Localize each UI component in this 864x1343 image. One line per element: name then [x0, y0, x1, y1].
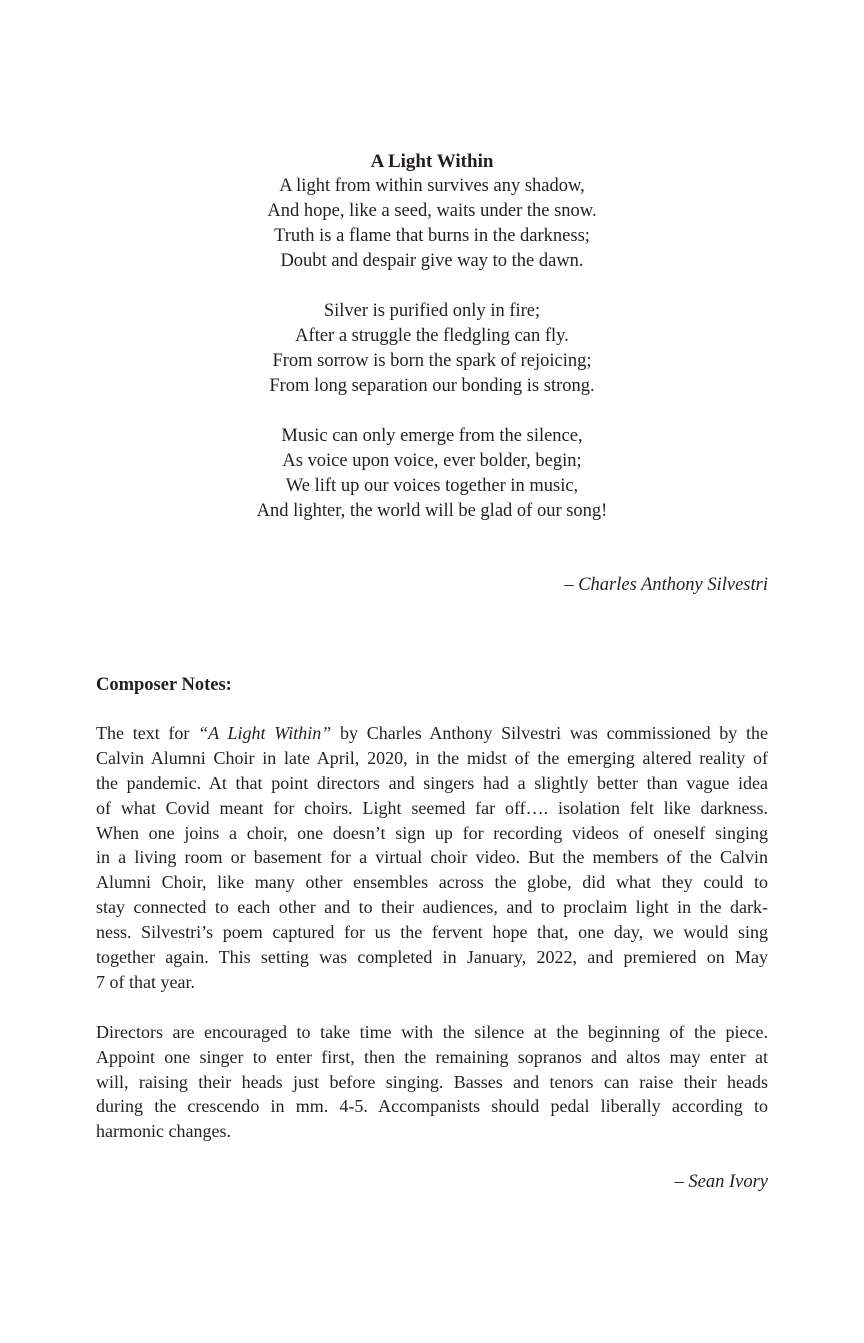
poem-attribution: – Charles Anthony Silvestri [564, 575, 768, 595]
poem-title: A Light Within [370, 151, 494, 172]
notes-paragraph-1 [96, 721, 768, 995]
paragraph-line: When one joins a choir, one doesn’t sign up for recording videos of oneself singing [96, 822, 768, 843]
paragraph-line: harmonic changes. [96, 1121, 231, 1142]
stanza [0, 424, 864, 524]
poem-line: Doubt and despair give way to the dawn. [280, 251, 584, 271]
paragraph-line: 7 of that year. [96, 971, 195, 992]
paragraph-line: Calvin Alumni Choir in late April, 2020, in the midst of the emerging altered reality of [96, 747, 768, 768]
poem [0, 149, 864, 549]
poem-line: From long separation our bonding is strong. [269, 376, 595, 396]
poem-line: And hope, like a seed, waits under the snow. [267, 201, 597, 221]
poem-line: As voice upon voice, ever bolder, begin; [282, 451, 582, 471]
paragraph-line: stay connected to each other and to their audiences, and to proclaim light in the dark- [96, 897, 768, 918]
paragraph-line: Alumni Choir, like many other ensembles across the globe, did what they could to [96, 872, 768, 893]
poem-line: Music can only emerge from the silence, [281, 426, 583, 446]
notes-signature: – Sean Ivory [674, 1172, 768, 1192]
paragraph-line: in a living room or basement for a virtual choir video. But the members of the Calvin [96, 847, 768, 868]
work-title: “A Light Within” [198, 722, 332, 743]
paragraph-line [96, 721, 768, 746]
text: by Charles Anthony Silvestri was commissioned by the [331, 722, 768, 743]
text: The text for [96, 722, 199, 743]
notes-heading: Composer Notes: [96, 675, 232, 695]
poem-line: We lift up our voices together in music, [285, 476, 579, 496]
paragraph-line: Directors are encouraged to take time with the silence at the beginning of the piece. [96, 1021, 768, 1042]
poem-line: After a struggle the fledgling can fly. [295, 326, 569, 346]
paragraph-line: the pandemic. At that point directors and singers had a slightly better than vague idea [96, 772, 768, 793]
paragraph-line: will, raising their heads just before singing. Basses and tenors can raise their heads [96, 1071, 768, 1092]
paragraph-line: Appoint one singer to enter first, then the remaining sopranos and altos may enter at [96, 1046, 768, 1067]
poem-line: A light from within survives any shadow, [279, 176, 585, 196]
paragraph-line: ness. Silvestri’s poem captured for us the fervent hope that, one day, we would sing [96, 922, 768, 943]
paragraph-line: together again. This setting was completed in January, 2022, and premiered on May [96, 947, 768, 968]
stanza [0, 299, 864, 399]
poem-line: From sorrow is born the spark of rejoicing; [272, 351, 592, 371]
paragraph-line: of what Covid meant for choirs. Light seemed far off…. isolation felt like darkness. [96, 797, 768, 818]
paragraph-line: during the crescendo in mm. 4-5. Accompanists should pedal liberally according to [96, 1096, 768, 1117]
poem-stanzas [0, 174, 864, 524]
poem-line: And lighter, the world will be glad of our song! [256, 501, 608, 521]
composer-notes [96, 673, 768, 1144]
notes-paragraph-2 [96, 1020, 768, 1145]
poem-line: Silver is purified only in fire; [323, 301, 541, 321]
stanza [0, 174, 864, 274]
poem-line: Truth is a flame that burns in the darkness; [274, 226, 590, 246]
